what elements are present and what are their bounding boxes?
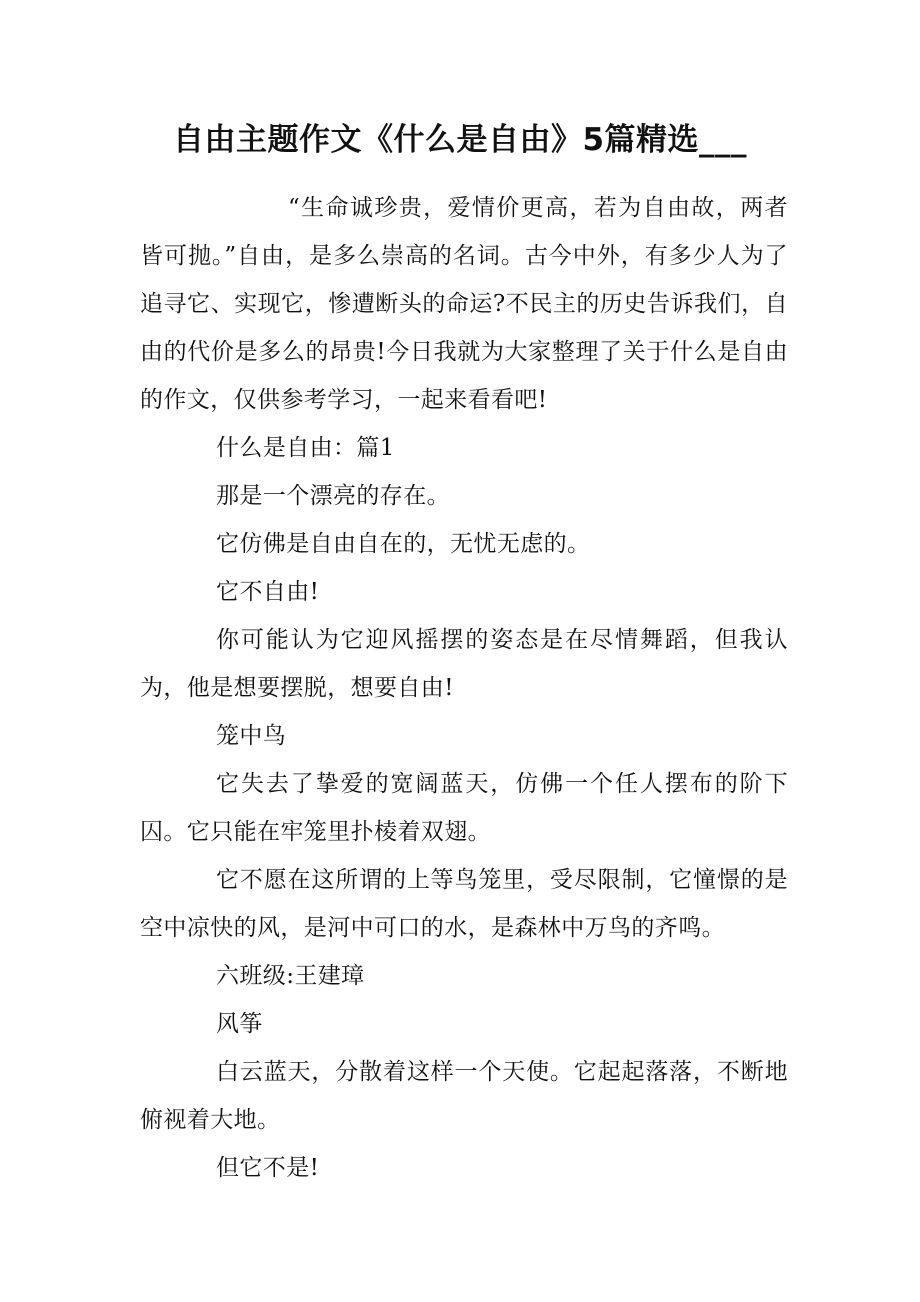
subheading: 风筝	[216, 1011, 263, 1037]
paragraph: 但它不是!	[216, 1155, 320, 1181]
section-heading: 什么是自由：篇1	[216, 435, 395, 461]
intro-paragraph: “生命诚珍贵，爱情价更高，若为自由故，两者皆可抛。”自由，是多么崇高的名词。古今中外，有多少人为了追寻它、实现它，惨遭断头的命运?不民主的历史告诉我们，自由的代价是多么的昂贵!今日我就为大家整理了关于什么是自由的作文，仅供参考学习，一起来看看吧!	[140, 195, 788, 413]
paragraph: 它失去了挚爱的宽阔蓝天，仿佛一个任人摆布的阶下囚。它只能在牢笼里扑棱着双翅。	[140, 771, 788, 845]
paragraph: 它不愿在这所谓的上等鸟笼里，受尽限制，它憧憬的是空中凉快的风，是河中可口的水，是森林中万鸟的齐鸣。	[140, 867, 788, 941]
paragraph: 它不自由!	[216, 579, 320, 605]
paragraph: 白云蓝天，分散着这样一个天使。它起起落落，不断地俯视着大地。	[140, 1059, 788, 1133]
document-body	[140, 184, 788, 1192]
paragraph: 它仿佛是自由自在的，无忧无虑的。	[216, 531, 591, 557]
subheading: 笼中鸟	[216, 723, 287, 749]
document-title: 自由主题作文《什么是自由》5篇精选___	[172, 122, 748, 158]
paragraph: 那是一个漂亮的存在。	[216, 483, 450, 509]
paragraph: 你可能认为它迎风摇摆的姿态是在尽情舞蹈，但我认为，他是想要摆脱，想要自由!	[140, 627, 788, 701]
author-line: 六班级:王建璋	[216, 963, 365, 989]
